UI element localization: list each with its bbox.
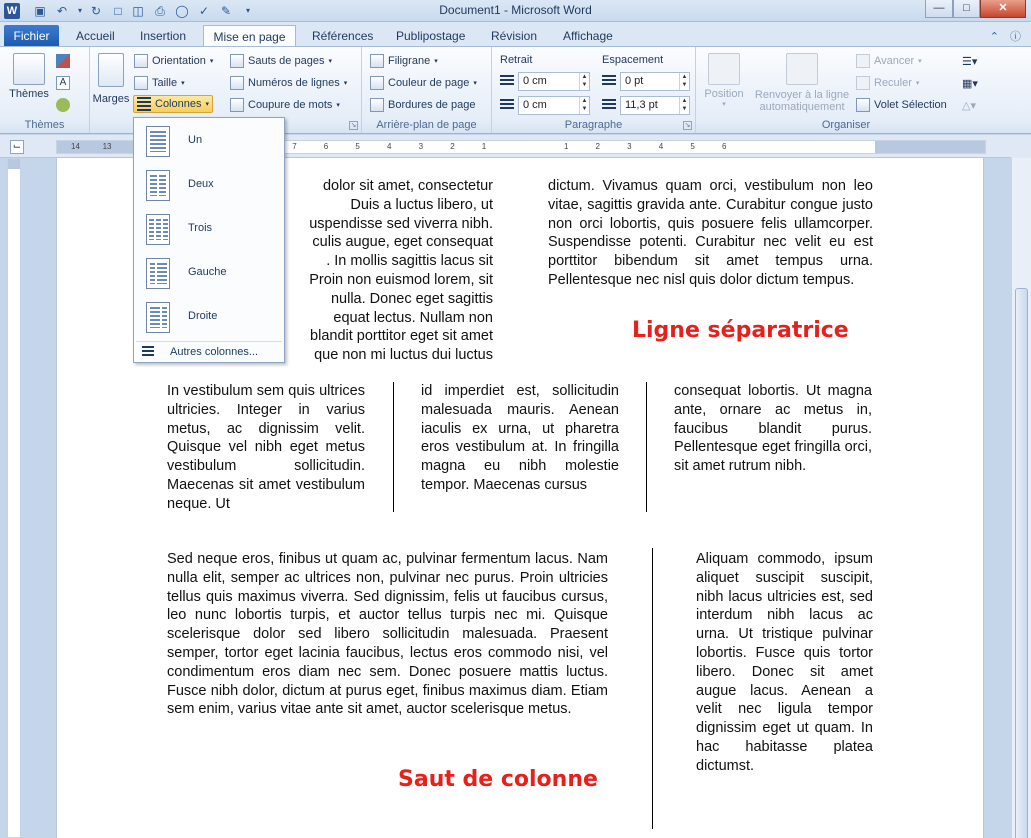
redo-icon[interactable]: ↻: [90, 4, 102, 18]
page-borders-icon: [370, 98, 384, 112]
group-paragraph: Retrait Espacement 0 cm ▲ ▼ 0 cm ▲ ▼ 0 pt ▲ ▼ 11,3 pt ▲ ▼ Paragraphe ↘: [492, 47, 696, 133]
group-page-background: Filigrane ▾ Couleur de page ▾ Bordures de page Arrière-plan de page: [362, 47, 492, 133]
top-right-column[interactable]: dictum. Vivamus quam orci, vestibulum non leo vitae, sagittis gravida ante. Curabitur congue justo non orci lobortis, quis posuere felis ullamcorper. Suspendisse potenti. Curabitur nec velit eu est porttitor bibendum sit amet tempus urna. Pellentesque nec nisl quis dolor dictum tempus.: [548, 178, 873, 288]
ruler-label: 4: [387, 142, 392, 151]
theme-fonts-icon[interactable]: A: [56, 76, 70, 90]
columns-option-trois[interactable]: Trois: [136, 208, 282, 252]
themes-button[interactable]: Thèmes: [8, 53, 50, 100]
undo-icon[interactable]: ↶: [56, 4, 68, 18]
close-button[interactable]: ✕: [980, 0, 1026, 18]
ruler-label: 6: [323, 142, 329, 151]
orientation-icon: [134, 54, 148, 68]
watermark-icon: [370, 54, 384, 68]
annotation-ligne-separatrice: Ligne séparatrice: [632, 318, 849, 343]
help-icon[interactable]: ⓘ: [1010, 31, 1021, 43]
reculer-button[interactable]: Reculer ▾: [856, 74, 919, 92]
position-icon: [708, 53, 740, 85]
top-left-line[interactable]: blandit porttitor eget sit amet: [310, 328, 493, 345]
two-columns-icon: [146, 170, 170, 201]
indent-right-spinner-icon[interactable]: ▲ ▼: [579, 97, 589, 114]
save-icon[interactable]: ▣: [34, 4, 46, 18]
taille-button[interactable]: Taille ▾: [134, 74, 185, 92]
columns-option-gauche[interactable]: Gauche: [136, 252, 282, 296]
tab-publipostage[interactable]: Publipostage: [396, 29, 466, 43]
ruler-label: 2: [450, 142, 455, 151]
orientation-button[interactable]: Orientation ▾: [134, 52, 213, 70]
renvoyer-ligne-button[interactable]: Renvoyer à la ligne automatiquement: [750, 53, 854, 113]
indent-right-input[interactable]: 0 cm ▲ ▼: [518, 96, 590, 115]
indent-left-spinner-icon[interactable]: ▲ ▼: [579, 73, 589, 90]
print-icon[interactable]: ⎙: [155, 4, 165, 18]
theme-effects-icon[interactable]: [56, 98, 70, 112]
tab-revision[interactable]: Révision: [491, 29, 538, 43]
top-left-line[interactable]: culis augue, eget consequat: [312, 234, 493, 251]
selection-pane-icon: [856, 98, 870, 112]
tab-fichier[interactable]: Fichier: [4, 25, 59, 47]
tab-insertion[interactable]: Insertion: [140, 29, 187, 43]
columns-dropdown-menu: [133, 117, 285, 363]
position-button[interactable]: Position ▾: [700, 53, 748, 108]
send-backward-icon: [856, 76, 870, 90]
bottom-right-column[interactable]: Aliquam commodo, ipsum aliquet suscipit suscipit, nibh lacus ultricies est, sed interdum nibh lacus ac urna. Ut tristique pulvinar lobortis. Fusce quis tortor libero. Donec sit amet augue lacus. Aenean a velit nec ligula tempor dignissim eget ut quam. In hac habitasse platea dictumst.: [696, 551, 873, 774]
margins-icon: [98, 53, 124, 87]
group-arrange: Position ▾ Renvoyer à la ligne automatiquement Avancer ▾ Reculer ▾ Volet Sélection ☰▾ ▦▾ △▾ Organiser: [696, 47, 996, 133]
tab-mise-en-page[interactable]: Mise en page: [203, 25, 296, 47]
text-wrap-icon: [786, 53, 818, 85]
column-separator-line: [646, 382, 647, 512]
one-column-icon: [146, 126, 170, 157]
columns-option-droite[interactable]: Droite: [136, 296, 282, 340]
undo-dropdown-icon[interactable]: ▾: [77, 6, 82, 15]
top-left-column[interactable]: [279, 177, 493, 365]
breaks-icon: [230, 54, 244, 68]
column-separator-line: [652, 548, 653, 829]
ruler-label: 2: [595, 142, 600, 151]
window-title: Document1 - Microsoft Word: [439, 3, 592, 17]
hyphenation-icon: [230, 98, 244, 112]
left-column-icon: [146, 258, 170, 289]
spacing-after-input[interactable]: 11,3 pt ▲ ▼: [620, 96, 690, 115]
bottom-left-column[interactable]: Sed neque eros, finibus ut quam ac, pulvinar fermentum lacus. Nam nulla elit, semper ac ultrices non, pulvinar nec purus. Proin ultricies tellus quis maximus viverra. Sed dignissim, felis ut faucibus cursus, leo nunc lobortis turpis, et auctor tellus turpis nec mi. Quisque scelerisque dolor sed libero sollicitudin malesuada. Praesent semper, tortor eget lacinia faucibus, lectus eros commodo nisi, vel condimentum eros diam nec sem. Donec posuere mattis luctus. Fusce nibh dolor, dictum at purus eget, finibus maximus diam. Etiam sem enim, varius vitae ante sit amet, auctor scelerisque metus.: [167, 551, 608, 718]
volet-selection-button[interactable]: Volet Sélection: [856, 96, 947, 114]
ruler-label: 4: [658, 142, 664, 151]
colonnes-button[interactable]: Colonnes ▾: [133, 95, 213, 113]
group-themes: Thèmes A Thèmes: [0, 47, 90, 133]
spacing-after-icon: [602, 99, 616, 111]
columns-option-un[interactable]: Un: [136, 120, 282, 164]
middle-column-1[interactable]: In vestibulum sem quis ultrices ultricies. Integer in varius metus, ac dignissim velit. Quisque vel nibh eget metus vestibulum sollicitudin. Maecenas sit amet vestibulum neque. Ut: [167, 383, 365, 512]
ruler-label: 14: [71, 142, 80, 151]
column-separator-line: [393, 382, 394, 512]
columns-option-deux[interactable]: Deux: [136, 164, 282, 208]
tab-selector-icon[interactable]: ⌙: [10, 140, 24, 154]
more-columns-option[interactable]: Autres colonnes...: [136, 342, 282, 362]
page-color-icon: [370, 76, 384, 90]
numeros-de-lignes-button[interactable]: Numéros de lignes ▾: [230, 74, 347, 92]
open-folder-icon[interactable]: ◫: [132, 4, 144, 18]
spacing-before-input[interactable]: 0 pt ▲ ▼: [620, 72, 690, 91]
couleur-de-page-button[interactable]: Couleur de page ▾: [370, 74, 477, 92]
spacing-before-icon: [602, 75, 616, 87]
top-left-line[interactable]: dolor sit amet, consectetur: [322, 178, 493, 194]
spacing-before-spinner-icon[interactable]: ▲ ▼: [679, 73, 689, 90]
top-left-line[interactable]: uspendisse sed viverra nibh.: [309, 215, 493, 232]
tab-references[interactable]: Références: [312, 29, 374, 43]
format-painter-icon[interactable]: ✎: [220, 4, 232, 18]
avancer-button[interactable]: Avancer ▾: [856, 52, 922, 70]
ruler-label: 3: [418, 142, 424, 151]
scrollbar-thumb[interactable]: [1015, 288, 1028, 838]
themes-icon: [13, 53, 45, 85]
group-objects-icon[interactable]: ▦▾: [962, 78, 978, 90]
indent-left-icon: [500, 75, 514, 87]
line-numbers-icon: [230, 76, 244, 90]
middle-column-2[interactable]: id imperdiet est, sollicitudin malesuada mauris. Aenean iaculis ex urna, ut pharetra eros vestibulum at. In fringilla magna eu nibh molestie tempor. Maecenas cursus: [421, 383, 619, 493]
top-left-line[interactable]: Proin non euismod lorem, sit: [309, 271, 493, 288]
ruler-label: 7: [292, 142, 297, 151]
indent-right-icon: [500, 99, 514, 111]
ruler-label: 5: [355, 142, 360, 151]
page-setup-launcher-icon[interactable]: ↘: [350, 122, 357, 129]
ruler-label: 5: [690, 142, 695, 151]
view-ruler-toggle[interactable]: [1011, 135, 1031, 158]
vertical-scrollbar[interactable]: [1011, 158, 1031, 838]
tab-accueil[interactable]: Accueil: [76, 29, 115, 43]
ruler-label: 3: [627, 142, 632, 151]
ruler-label: 1: [563, 142, 569, 151]
top-left-line[interactable]: que non mi luctus dui luctus: [314, 347, 493, 364]
top-left-line[interactable]: . In mollis sagittis lacus sit: [326, 253, 493, 270]
top-left-line[interactable]: nulla. Donec eget sagittis: [330, 290, 493, 307]
ruler-label: 6: [721, 142, 727, 151]
size-icon: [134, 76, 148, 90]
tab-affichage[interactable]: Affichage: [563, 29, 613, 43]
marges-button[interactable]: Marges: [92, 53, 130, 105]
filigrane-button[interactable]: Filigrane ▾: [370, 52, 438, 70]
new-document-icon[interactable]: □: [114, 4, 122, 18]
align-icon[interactable]: ☰▾: [962, 56, 978, 68]
paragraph-launcher-icon[interactable]: ↘: [684, 122, 691, 129]
word-icon[interactable]: W: [4, 3, 20, 19]
right-column-icon: [146, 302, 170, 333]
coupure-de-mots-button[interactable]: Coupure de mots ▾: [230, 96, 340, 114]
title-bar: [0, 0, 1031, 22]
middle-column-3[interactable]: consequat lobortis. Ut magna ante, ornare ac metus in, faucibus blandit purus. Pellentesque eget fringilla orci, sit amet rutrum nibh.: [674, 383, 872, 475]
maximize-button[interactable]: □: [953, 0, 980, 18]
top-left-line[interactable]: Duis a luctus libero, ut: [350, 196, 493, 213]
spelling-check-icon[interactable]: ✓: [198, 4, 210, 18]
spacing-after-spinner-icon[interactable]: ▲ ▼: [679, 97, 689, 114]
bring-forward-icon: [856, 54, 870, 68]
ruler-label: 1: [481, 142, 487, 151]
indent-left-input[interactable]: 0 cm ▲ ▼: [518, 72, 590, 91]
top-left-line[interactable]: equat lectus. Nullam non: [333, 309, 493, 326]
vertical-ruler[interactable]: [7, 158, 21, 838]
ribbon-tabs: [0, 22, 1031, 47]
ruler-label: 13: [102, 142, 112, 151]
print-preview-icon[interactable]: ◯: [175, 4, 189, 18]
ribbon-collapse-icon[interactable]: ⌃: [989, 31, 999, 43]
annotation-saut-de-colonne: Saut de colonne: [398, 767, 598, 792]
minimize-button[interactable]: —: [925, 0, 953, 18]
theme-colors-icon[interactable]: [56, 54, 70, 68]
bordures-de-page-button[interactable]: Bordures de page: [370, 96, 475, 114]
more-columns-icon: [142, 346, 154, 357]
sauts-de-pages-button[interactable]: Sauts de pages ▾: [230, 52, 332, 70]
customize-toolbar-icon[interactable]: ▾: [245, 6, 250, 15]
three-columns-icon: [146, 214, 170, 245]
columns-icon: [137, 97, 151, 111]
rotate-icon[interactable]: △▾: [962, 100, 976, 112]
